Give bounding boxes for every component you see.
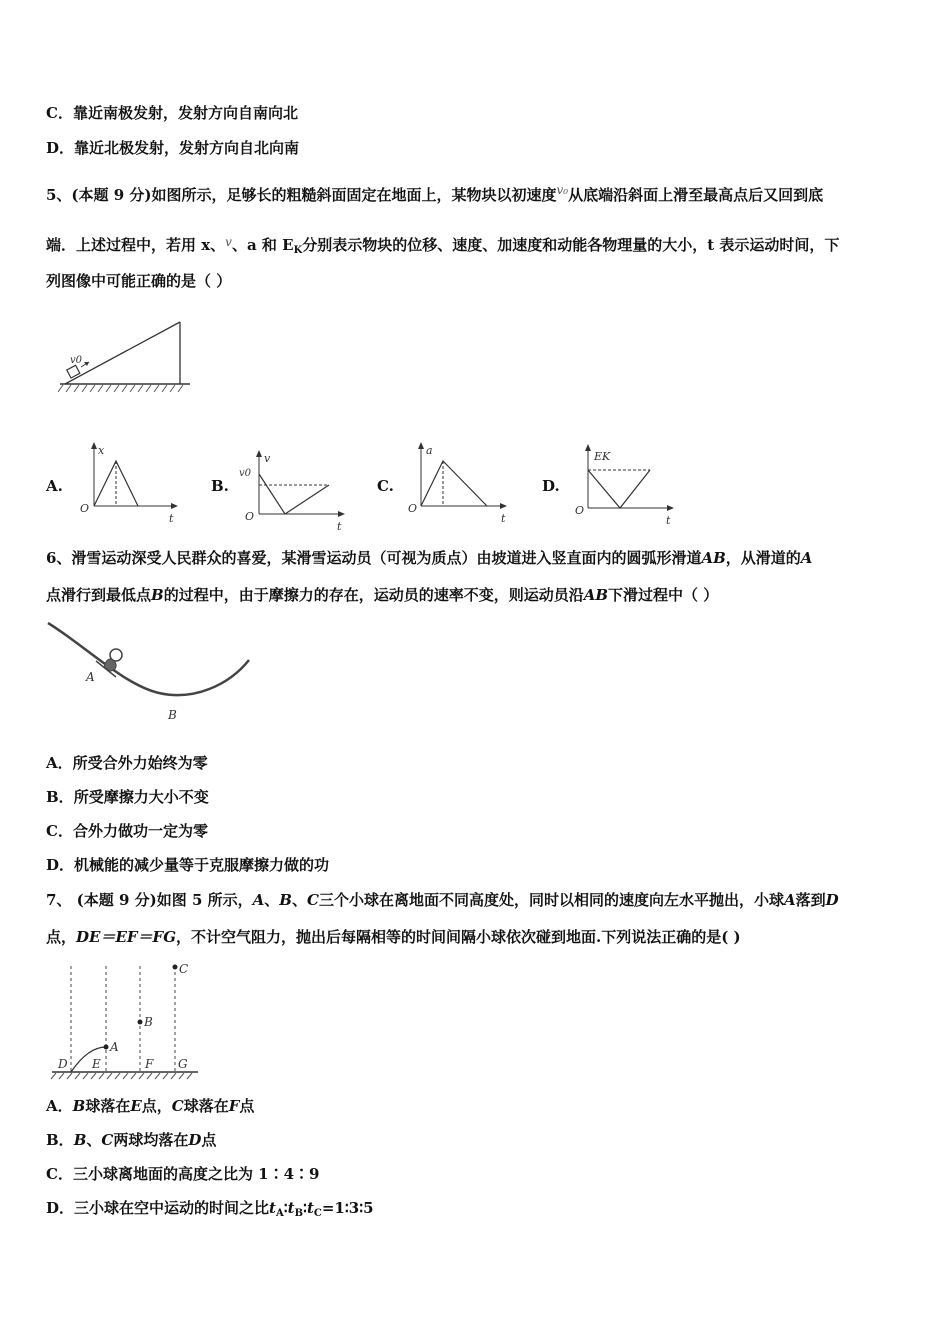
q6-stem-line2: 点滑行到最低点B的过程中，由于摩擦力的存在，运动员的速率不变，则运动员沿AB下滑过程中（ ）: [46, 586, 719, 604]
q5-stem-line2: 端．上述过程中，若用 x、$^v$、a 和 $E_K$分别表示物块的位移、速度、加速度和动能各物理量的大小，t 表示运动时间，下: [46, 235, 840, 256]
q7-stem-line1: 7、 (本题 9 分)如图 5 所示，A、B、C三个小球在离地面不同高度处，同时以相同的速度向左水平抛出，小球A落到D: [46, 891, 839, 909]
q6-ski-slope-figure: [44, 615, 259, 725]
q6-option-a: A．所受合外力始终为零: [46, 754, 208, 772]
svg-text:O: O: [80, 502, 90, 515]
svg-text:B: B: [168, 708, 177, 722]
q5-stem-line1: 5、(本题 9 分)如图所示，足够长的粗糙斜面固定在地面上，某物块以初速度$^{v_0}$从底端沿斜面上滑至最高点后又回到底: [46, 183, 824, 204]
svg-text:O: O: [408, 502, 418, 515]
q6-option-b: B．所受摩擦力大小不变: [46, 788, 209, 806]
q5-stem-line3: 列图像中可能正确的是（ ）: [46, 272, 232, 290]
svg-text:t: t: [169, 512, 174, 525]
q7-stem-line2: 点，DE＝EF＝FG，不计空气阻力，抛出后每隔相等的时间间隔小球依次碰到地面.下列说法正确的是( ): [46, 928, 741, 946]
svg-text:v0: v0: [239, 468, 252, 479]
svg-text:A: A: [86, 670, 95, 684]
q5-option-c-label: C.: [377, 477, 394, 495]
svg-text:t: t: [337, 520, 342, 533]
svg-text:F: F: [145, 1057, 154, 1071]
q5-incline-figure: [55, 315, 195, 395]
q6-option-d: D．机械能的减少量等于克服摩擦力做的功: [46, 856, 330, 874]
q6-option-c: C．合外力做功一定为零: [46, 822, 208, 840]
svg-text:E: E: [92, 1057, 101, 1071]
svg-text:D: D: [58, 1057, 68, 1071]
q4-option-d: D．靠近北极发射，发射方向自北向南: [46, 139, 300, 157]
q7-option-d: D．三小球在空中运动的时间之比$t_A∶t_B∶t_C=1∶3∶5$: [46, 1199, 374, 1219]
v-symbol: v: [225, 235, 232, 249]
q5-graph-d: [572, 442, 682, 527]
q5-graph-a: [74, 440, 184, 525]
svg-text:O: O: [245, 510, 255, 523]
svg-text:v: v: [264, 452, 271, 465]
q5-graph-c: [405, 440, 515, 525]
svg-text:G: G: [178, 1057, 188, 1071]
ball-b: [138, 1020, 143, 1025]
q7-projectile-figure: [48, 960, 208, 1082]
q6-stem-line1: 6、滑雪运动深受人民群众的喜爱，某滑雪运动员（可视为质点）由坡道进入竖直面内的圆弧形滑道AB，从滑道的A: [46, 549, 813, 567]
q4-option-c: C．靠近南极发射，发射方向自南向北: [46, 104, 298, 122]
svg-text:t: t: [666, 514, 671, 527]
ball-c: [173, 965, 178, 970]
q5-option-b-label: B.: [211, 477, 229, 495]
svg-text:B: B: [144, 1015, 153, 1029]
q7-option-a: A．B球落在E点，C球落在F点: [46, 1097, 255, 1115]
svg-text:A: A: [110, 1040, 119, 1054]
q5-option-d-label: D.: [542, 477, 560, 495]
svg-text:t: t: [501, 512, 506, 525]
svg-text:a: a: [426, 444, 433, 457]
ball-a: [104, 1045, 109, 1050]
v0-symbol: v₀: [556, 183, 569, 197]
q5-graph-b: [237, 448, 352, 533]
svg-text:x: x: [98, 444, 105, 457]
svg-text:EK: EK: [594, 450, 611, 463]
figure-label-v0: v0: [70, 355, 83, 366]
q5-option-a-label: A.: [46, 477, 63, 495]
q7-option-b: B．B、C两球均落在D点: [46, 1131, 217, 1149]
svg-text:O: O: [575, 504, 585, 517]
svg-text:C: C: [179, 962, 189, 976]
q7-option-c: C．三小球离地面的高度之比为 1∶4∶9: [46, 1165, 320, 1183]
